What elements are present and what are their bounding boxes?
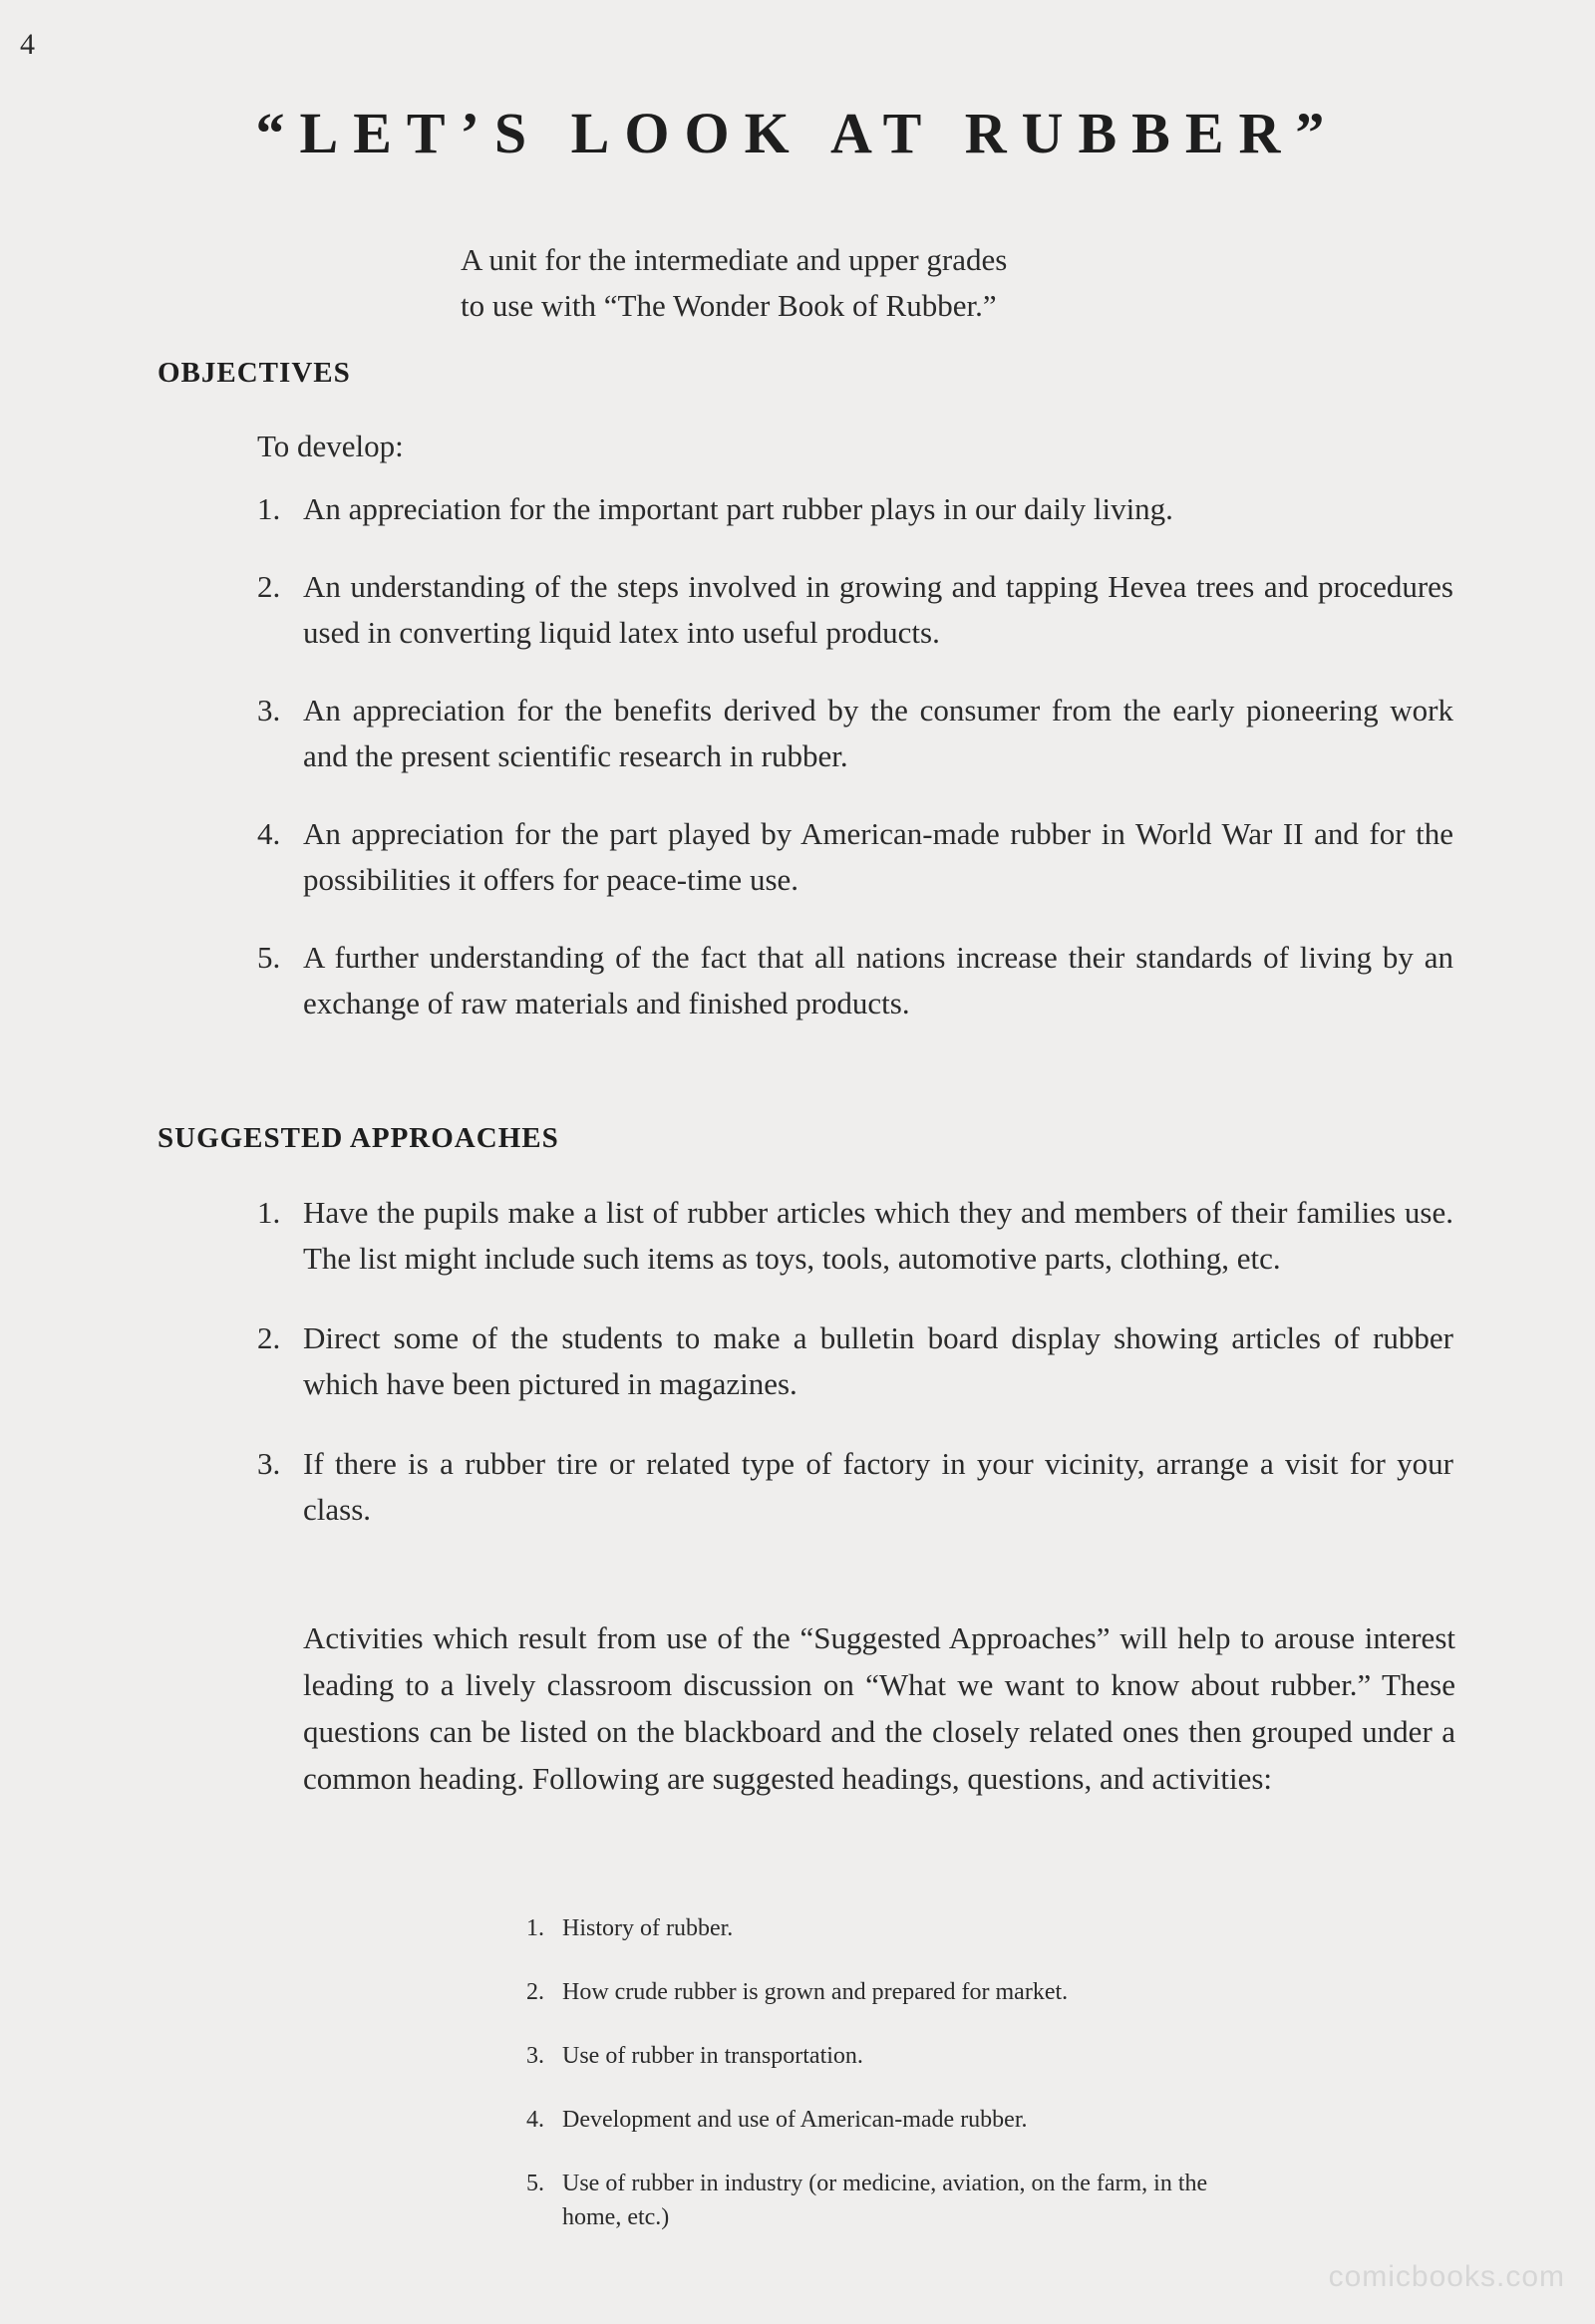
list-item — [257, 811, 1453, 903]
approaches-list — [257, 1190, 1453, 1567]
item-text: History of rubber. — [562, 1915, 734, 1941]
list-item — [257, 486, 1453, 532]
item-number: 1. — [526, 1915, 544, 1941]
list-item — [526, 1975, 1244, 2009]
list-item — [526, 1911, 1244, 1945]
activities-paragraph: Activities which result from use of the “Suggested Approaches” will help to arouse interest leading to a lively classroom discussion on “What we want to know about rubber.” These questions can be listed on the blackboard and the closely related ones then grouped under a common heading. Following are suggested headings, questions, and activities: — [303, 1620, 1455, 1796]
objectives-list — [257, 486, 1453, 1058]
page-number: 4 — [20, 28, 35, 61]
list-item — [257, 1190, 1453, 1282]
item-number: 2. — [257, 569, 281, 604]
item-text: Direct some of the students to make a bulletin board display showing articles of rubber which have been pictured in magazines. — [303, 1320, 1453, 1401]
item-number: 4. — [257, 816, 281, 851]
subtitle — [461, 237, 1007, 329]
list-item — [526, 2039, 1244, 2073]
approaches-heading: SUGGESTED APPROACHES — [158, 1122, 559, 1154]
item-number: 2. — [526, 1979, 544, 2005]
item-number: 1. — [257, 491, 281, 526]
item-text: An appreciation for the important part rubber plays in our daily living. — [303, 491, 1173, 526]
item-text: Have the pupils make a list of rubber articles which they and members of their families use. The list might include such items as toys, tools, automotive parts, clothing, etc. — [303, 1195, 1453, 1276]
item-text: Use of rubber in transportation. — [562, 2043, 863, 2069]
item-text: An appreciation for the benefits derived by the consumer from the early pioneering work and the present scientific research in rubber. — [303, 693, 1453, 773]
item-text: Development and use of American-made rubber. — [562, 2107, 1028, 2133]
item-number: 5. — [257, 940, 281, 975]
list-item — [257, 1315, 1453, 1407]
item-text: An understanding of the steps involved in growing and tapping Hevea trees and procedures used in converting liquid latex into useful products. — [303, 569, 1453, 650]
objectives-heading: OBJECTIVES — [158, 357, 351, 389]
item-number: 5. — [526, 2171, 544, 2196]
list-item — [257, 935, 1453, 1026]
subtitle-line: A unit for the intermediate and upper grades — [461, 242, 1008, 277]
list-item — [526, 2103, 1244, 2137]
item-text: How crude rubber is grown and prepared for market. — [562, 1979, 1069, 2005]
watermark: comicbooks.com — [1328, 2260, 1565, 2293]
item-text: An appreciation for the part played by American-made rubber in World War II and for the possibilities it offers for peace-time use. — [303, 816, 1453, 897]
item-number: 3. — [257, 693, 281, 727]
list-item — [526, 2167, 1244, 2234]
item-number: 3. — [257, 1446, 281, 1481]
objectives-intro: To develop: — [257, 429, 404, 463]
item-number: 3. — [526, 2043, 544, 2069]
item-text: A further understanding of the fact that all nations increase their standards of living by an exchange of raw materials and finished products. — [303, 940, 1453, 1020]
item-text: If there is a rubber tire or related type of factory in your vicinity, arrange a visit for your class. — [303, 1446, 1453, 1527]
item-text: Use of rubber in industry (or medicine, aviation, on the farm, in the home, etc.) — [562, 2171, 1208, 2230]
item-number: 2. — [257, 1320, 281, 1355]
item-number: 4. — [526, 2107, 544, 2133]
suggested-headings-list — [526, 1911, 1244, 2264]
list-item — [257, 688, 1453, 779]
page-title: “LET’S LOOK AT RUBBER” — [255, 101, 1340, 165]
list-item — [257, 1441, 1453, 1533]
subtitle-line: to use with “The Wonder Book of Rubber.” — [461, 288, 997, 323]
item-number: 1. — [257, 1195, 281, 1230]
list-item — [257, 564, 1453, 656]
